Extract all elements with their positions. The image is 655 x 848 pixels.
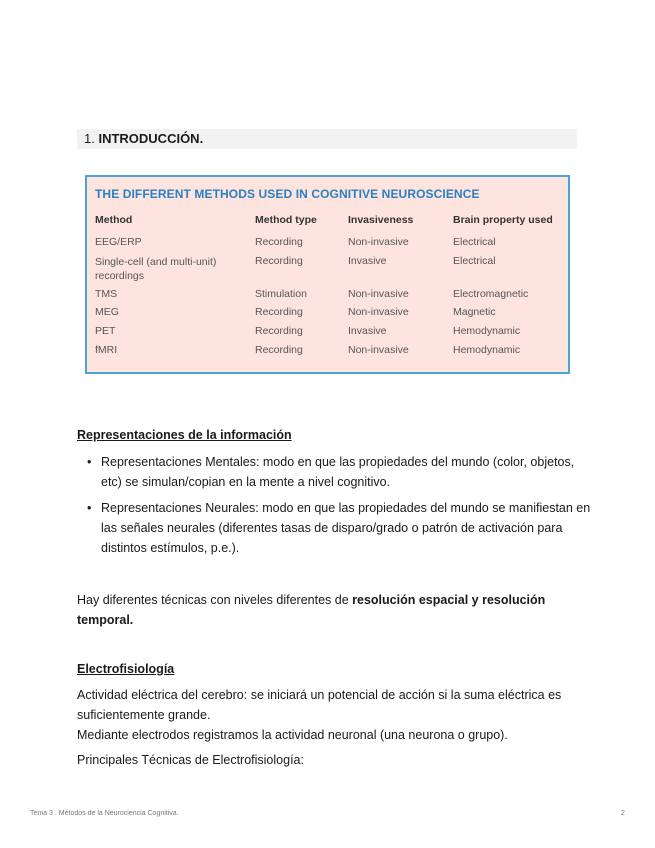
section-number: 1. bbox=[84, 131, 95, 146]
table-cell: Electrical bbox=[453, 255, 496, 267]
page-number: 2 bbox=[621, 810, 625, 817]
table-header-brain-property: Brain property used bbox=[453, 214, 553, 226]
representaciones-heading: Representaciones de la información bbox=[77, 428, 292, 442]
table-cell: Non-invasive bbox=[348, 236, 409, 248]
table-cell: fMRI bbox=[95, 344, 118, 356]
list-item: • Representaciones Neurales: modo en que las propiedades del mundo se manifiestan en las señales neurales (diferentes tasas de disparo/grado o patrón de activación para distintos estímulos, p.e.). bbox=[101, 498, 591, 558]
table-cell: Invasive bbox=[348, 255, 387, 267]
resolucion-text: Hay diferentes técnicas con niveles diferentes de bbox=[77, 593, 353, 607]
table-cell: Stimulation bbox=[255, 288, 307, 300]
table-cell: Magnetic bbox=[453, 306, 496, 318]
table-cell: MEG bbox=[95, 306, 119, 318]
list-item: • Representaciones Mentales: modo en que las propiedades del mundo (color, objetos, etc) se simulan/copian en la mente a nivel cognitivo. bbox=[101, 452, 591, 492]
table-cell: Single-cell (and multi-unit) recordings bbox=[95, 256, 217, 282]
methods-table bbox=[85, 175, 570, 374]
table-cell: Non-invasive bbox=[348, 344, 409, 356]
table-cell: Invasive bbox=[348, 325, 387, 337]
representaciones-list bbox=[77, 452, 591, 564]
table-header-invasiveness: Invasiveness bbox=[348, 214, 414, 226]
electrofisiologia-heading: Electrofisiología bbox=[77, 662, 175, 676]
table-cell: Hemodynamic bbox=[453, 344, 521, 356]
table-cell: Recording bbox=[255, 306, 303, 318]
section-title: INTRODUCCIÓN. bbox=[98, 131, 204, 146]
electro-paragraph-1: Actividad eléctrica del cerebro: se iniciará un potencial de acción si la suma eléctrica es suficientemente grande. bbox=[77, 688, 562, 722]
table-cell: Electrical bbox=[453, 236, 496, 248]
table-cell: Recording bbox=[255, 236, 303, 248]
table-header-method-type: Method type bbox=[255, 214, 317, 226]
table-cell: Non-invasive bbox=[348, 288, 409, 300]
footer-text: Tema 3 . Métodos de la Neurociencia Cognitiva. bbox=[30, 810, 179, 817]
resolucion-paragraph bbox=[77, 590, 567, 630]
table-cell: Electromagnetic bbox=[453, 288, 529, 300]
section-heading bbox=[77, 129, 577, 149]
table-cell: Hemodynamic bbox=[453, 325, 521, 337]
table-cell: Recording bbox=[255, 325, 303, 337]
table-title: THE DIFFERENT METHODS USED IN COGNITIVE NEUROSCIENCE bbox=[95, 187, 480, 201]
table-cell: Recording bbox=[255, 255, 303, 267]
table-cell: Recording bbox=[255, 344, 303, 356]
table-cell: Non-invasive bbox=[348, 306, 409, 318]
electro-paragraph-2: Mediante electrodos registramos la actividad neuronal (una neurona o grupo). bbox=[77, 728, 508, 742]
table-cell: TMS bbox=[95, 288, 118, 300]
electro-paragraph-3: Principales Técnicas de Electrofisiología: bbox=[77, 753, 304, 767]
resolucion-bold-text: resolución espacial y resolución temporal. bbox=[77, 593, 546, 627]
table-header-method: Method bbox=[95, 214, 133, 226]
table-cell: PET bbox=[95, 325, 116, 337]
table-cell: EEG/ERP bbox=[95, 236, 142, 248]
